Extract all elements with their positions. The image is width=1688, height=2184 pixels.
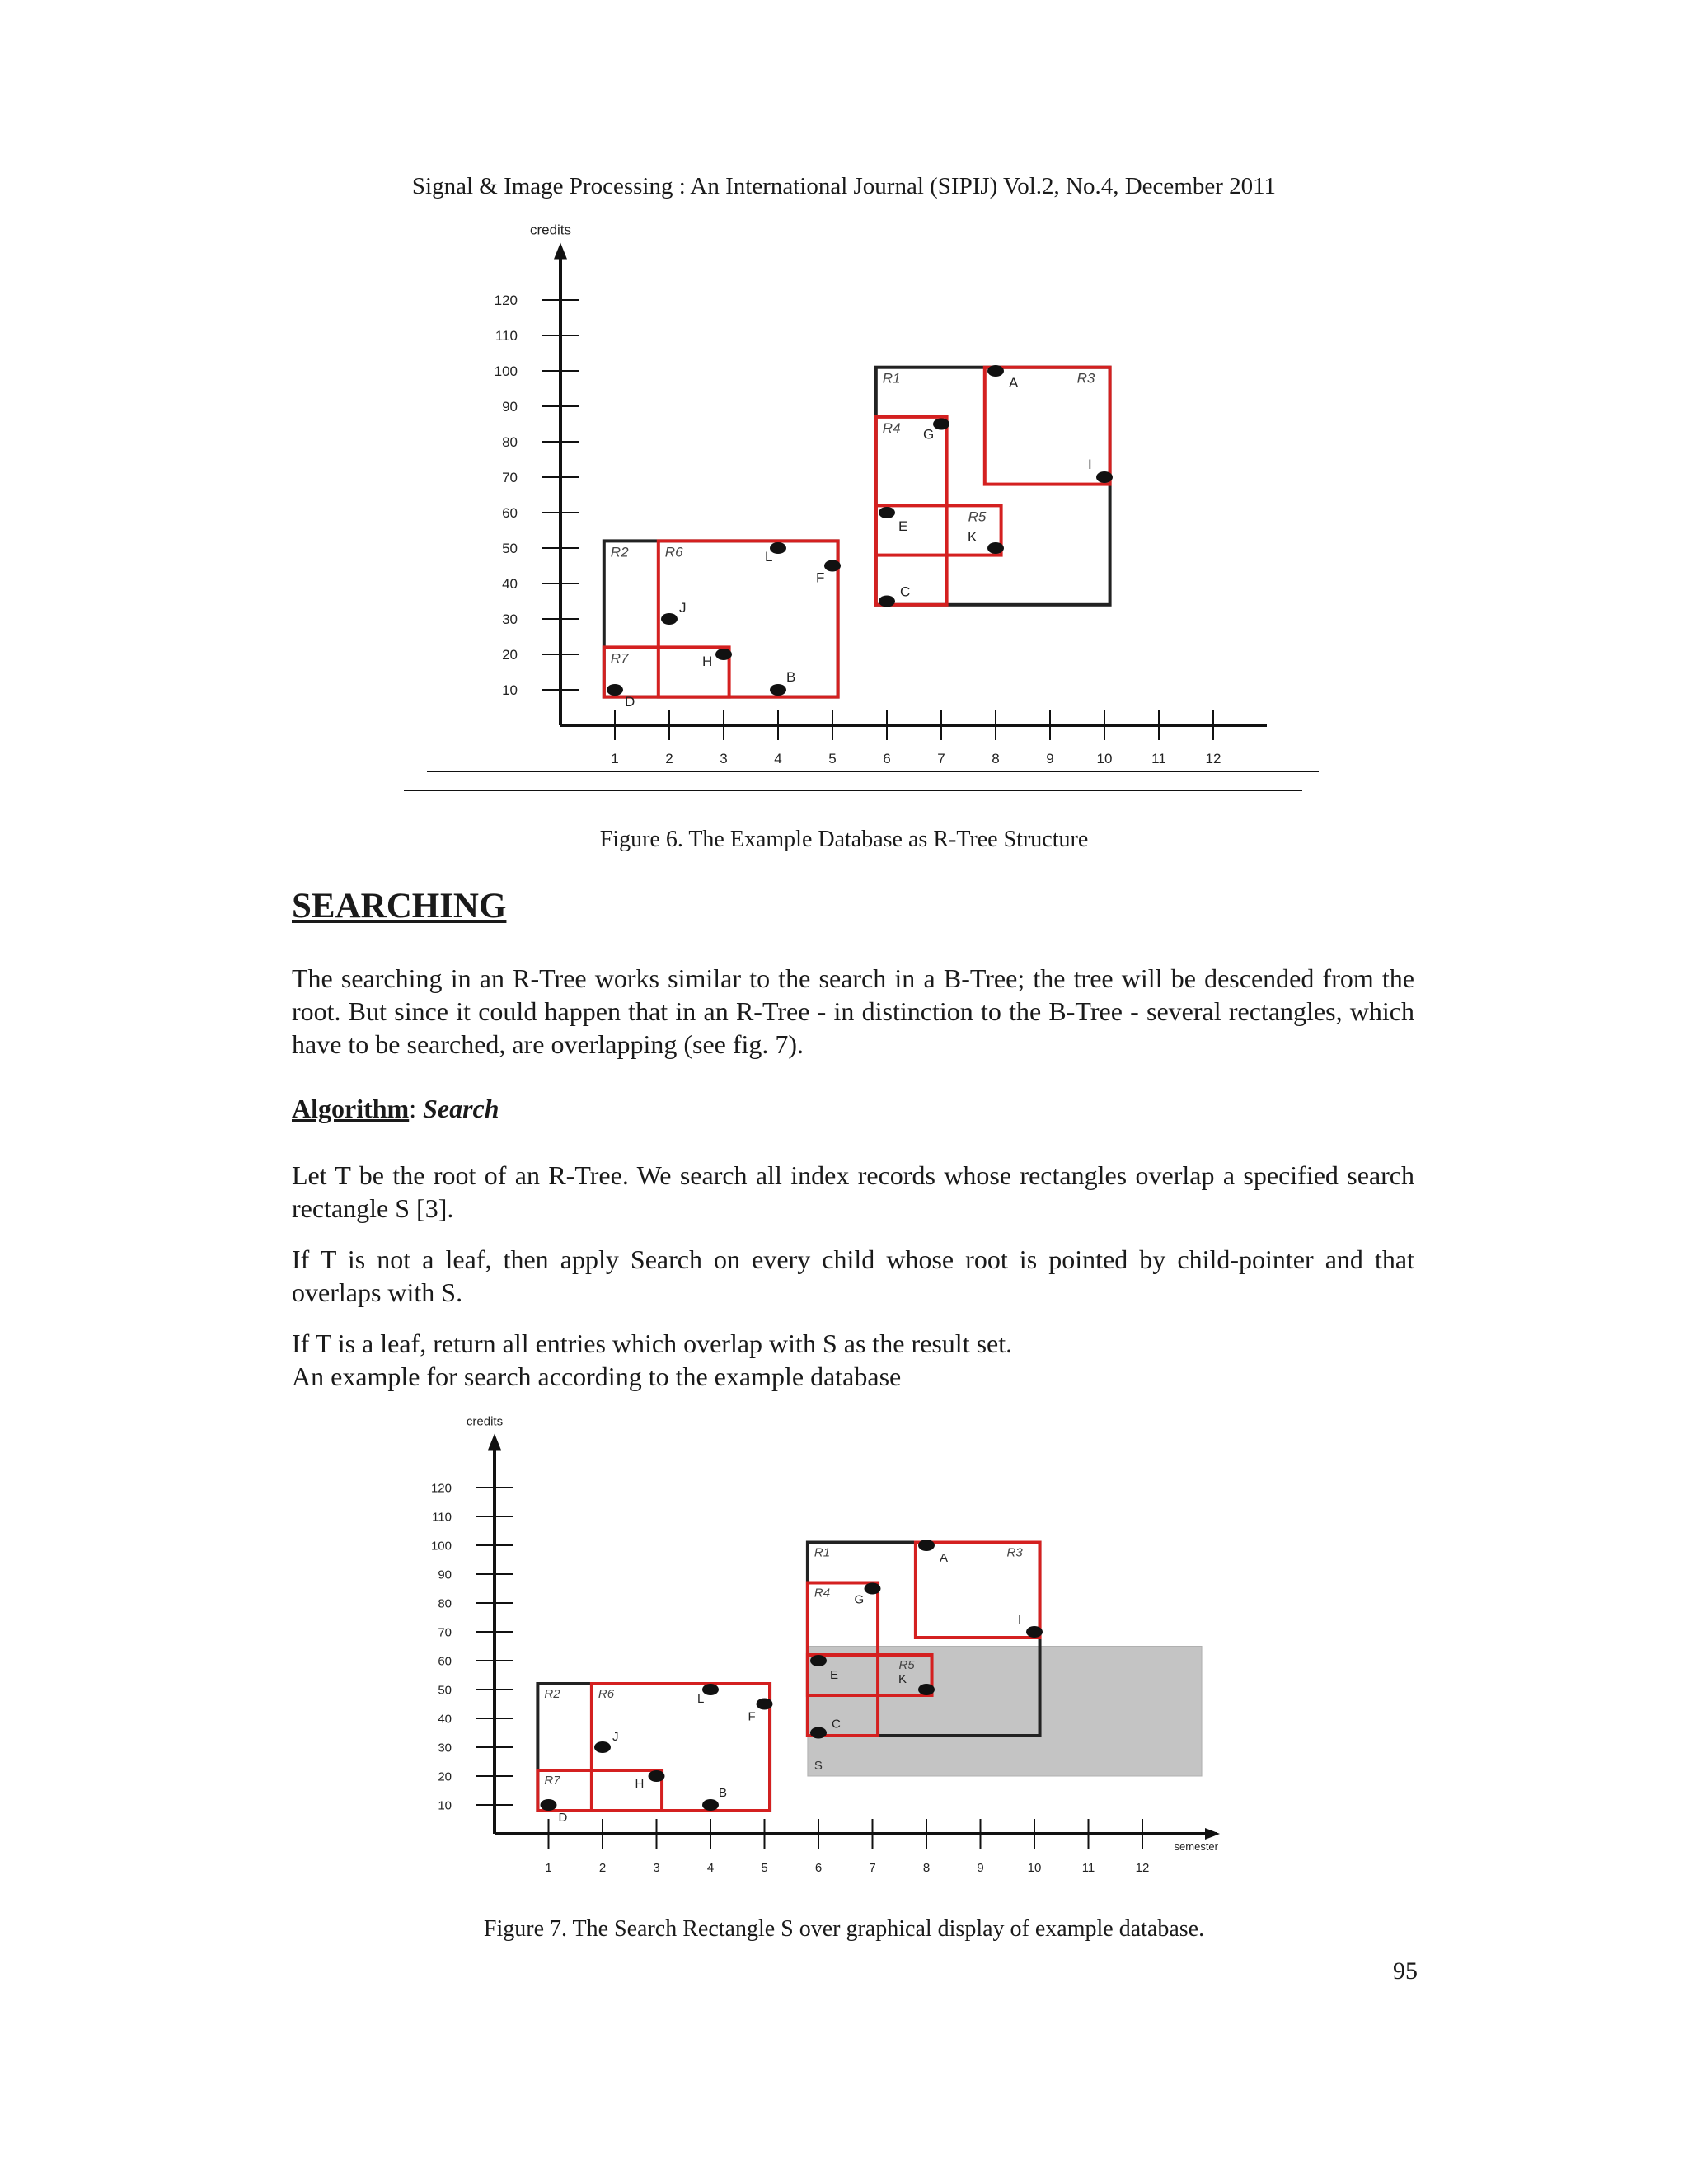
mbr-label-r3: R3 xyxy=(1006,1545,1023,1560)
data-point-label-a: A xyxy=(1009,375,1019,391)
x-tick-label: 2 xyxy=(665,751,673,766)
y-tick-label: 90 xyxy=(502,398,518,415)
data-point-label-f: F xyxy=(816,569,825,586)
mbr-label-r7: R7 xyxy=(544,1774,560,1788)
mbr-r1 xyxy=(876,368,1110,605)
x-tick-label: 11 xyxy=(1151,751,1166,766)
y-tick-label: 40 xyxy=(502,575,518,592)
x-tick-label: 7 xyxy=(869,1861,876,1875)
y-tick-label: 30 xyxy=(502,611,518,627)
data-point-g xyxy=(933,419,950,430)
data-point-d xyxy=(541,1799,557,1811)
x-tick-label: 10 xyxy=(1096,751,1113,766)
data-point-j xyxy=(594,1741,611,1753)
data-point-label-a: A xyxy=(940,1551,949,1565)
data-point-c xyxy=(879,596,895,607)
data-point-d xyxy=(607,684,623,696)
x-tick-label: 4 xyxy=(774,751,782,766)
x-tick-label: 6 xyxy=(883,751,891,766)
x-tick-label: 2 xyxy=(598,1861,607,1875)
figure-rule-bottom xyxy=(404,790,1302,791)
data-point-c xyxy=(810,1727,827,1739)
data-point-i xyxy=(1096,471,1113,483)
x-tick-label: 5 xyxy=(761,1861,768,1875)
section-heading: SEARCHING xyxy=(292,887,507,926)
mbr-label-r1: R1 xyxy=(882,370,901,387)
mbr-label-r3: R3 xyxy=(1076,370,1095,387)
mbr-r6 xyxy=(659,541,838,696)
figure-6-caption: Figure 6. The Example Database as R-Tree Structure xyxy=(599,827,1089,852)
data-point-e xyxy=(879,507,895,518)
data-point-label-l: L xyxy=(697,1692,705,1706)
example-line: An example for search according to the example database xyxy=(292,1361,902,1391)
algorithm-label: Algorithm xyxy=(292,1094,410,1123)
y-tick-label: 120 xyxy=(430,1481,452,1496)
intro-paragraph: The searching in an R-Tree works similar to the search in a B-Tree; the tree will be descended from the root. But since it could happen that in an R-Tree - in distinction to the B-Tree - several rectangles, which have to be searched, are overlapping (see fig. 7). xyxy=(292,963,1414,1059)
y-tick-label: 50 xyxy=(438,1683,452,1698)
y-tick-label: 100 xyxy=(430,1539,452,1554)
data-point-label-e: E xyxy=(898,518,908,534)
x-tick-label: 11 xyxy=(1081,1861,1095,1875)
data-point-a xyxy=(918,1540,935,1551)
x-tick-label: 1 xyxy=(611,751,619,766)
data-point-a xyxy=(987,365,1004,377)
x-tick-label: 12 xyxy=(1205,751,1221,766)
search-rectangle-s xyxy=(808,1647,1202,1777)
y-tick-label: 50 xyxy=(502,540,518,556)
x-tick-label: 3 xyxy=(653,1861,660,1875)
step-3-paragraph: If T is a leaf, return all entries which overlap with S as the result set. xyxy=(292,1329,1013,1358)
x-tick-label: 7 xyxy=(937,751,945,766)
data-point-label-d: D xyxy=(625,694,635,710)
data-point-h xyxy=(715,649,732,660)
y-tick-label: 70 xyxy=(502,469,518,485)
data-point-b xyxy=(770,684,786,696)
x-tick-label: 8 xyxy=(922,1861,931,1875)
y-axis-arrow xyxy=(488,1434,501,1451)
mbr-label-r4: R4 xyxy=(814,1586,831,1601)
x-tick-label: 9 xyxy=(977,1861,984,1875)
mbr-r2 xyxy=(604,541,838,696)
y-tick-label: 10 xyxy=(502,682,518,698)
y-tick-label: 60 xyxy=(438,1654,452,1669)
running-header: Signal & Image Processing : An International Journal (SIPIJ) Vol.2, No.4, December 2011 xyxy=(411,173,1277,199)
x-tick-label: 10 xyxy=(1027,1861,1042,1875)
mbr-label-r7: R7 xyxy=(610,650,629,667)
x-axis-title: semester xyxy=(1174,1840,1218,1853)
mbr-r6 xyxy=(592,1684,770,1811)
figure-6-chart xyxy=(462,222,1294,775)
data-point-label-f: F xyxy=(748,1709,756,1724)
data-point-label-b: B xyxy=(786,669,796,685)
step-2-paragraph: If T is not a leaf, then apply Search on every child whose root is pointed by child-pointer and that overlaps with S. xyxy=(292,1244,1414,1307)
mbr-label-r4: R4 xyxy=(882,419,901,436)
y-tick-label: 100 xyxy=(494,363,518,379)
algorithm-separator: : xyxy=(409,1094,417,1123)
figure-7 xyxy=(387,1414,1319,1883)
y-tick-label: 40 xyxy=(438,1712,452,1727)
mbr-label-r2: R2 xyxy=(544,1687,560,1701)
x-tick-label: 4 xyxy=(706,1861,715,1875)
data-point-j xyxy=(661,613,678,625)
figure-7-chart xyxy=(387,1414,1319,1879)
data-point-label-g: G xyxy=(854,1592,865,1607)
data-point-f xyxy=(757,1699,773,1710)
data-point-k xyxy=(987,542,1004,554)
mbr-label-r2: R2 xyxy=(610,544,629,560)
data-point-l xyxy=(702,1684,719,1695)
data-point-label-l: L xyxy=(765,549,773,565)
mbr-label-r5: R5 xyxy=(898,1658,915,1672)
data-point-label-c: C xyxy=(900,583,911,600)
figure-rule-top xyxy=(427,771,1319,772)
y-tick-label: 110 xyxy=(432,1510,452,1525)
x-tick-label: 9 xyxy=(1046,751,1054,766)
y-tick-label: 80 xyxy=(438,1596,452,1611)
x-tick-label: 12 xyxy=(1135,1861,1150,1875)
algorithm-title xyxy=(292,1094,499,1124)
data-point-g xyxy=(865,1583,881,1595)
y-tick-label: 70 xyxy=(438,1625,452,1640)
y-tick-label: 10 xyxy=(438,1798,452,1813)
y-tick-label: 60 xyxy=(502,504,518,521)
x-tick-label: 5 xyxy=(828,751,837,766)
algorithm-name: Search xyxy=(423,1094,499,1123)
data-point-k xyxy=(918,1684,935,1695)
y-axis-arrow xyxy=(554,243,567,260)
data-point-label-i: I xyxy=(1018,1613,1022,1627)
data-point-h xyxy=(649,1770,665,1782)
y-axis-title: credits xyxy=(466,1414,504,1429)
data-point-label-i: I xyxy=(1088,457,1092,472)
step-1-paragraph: Let T be the root of an R-Tree. We search all index records whose rectangles overlap a specified search rectangle S [3]. xyxy=(292,1160,1414,1223)
data-point-label-d: D xyxy=(558,1811,568,1825)
data-point-b xyxy=(702,1799,719,1811)
mbr-label-r6: R6 xyxy=(598,1687,615,1701)
data-point-label-j: J xyxy=(679,600,687,616)
data-point-i xyxy=(1026,1626,1043,1638)
data-point-label-h: H xyxy=(702,654,713,669)
mbr-label-r6: R6 xyxy=(664,544,683,560)
x-tick-label: 6 xyxy=(814,1861,823,1875)
figure-7-caption: Figure 7. The Search Rectangle S over graphical display of example database. xyxy=(483,1916,1205,1942)
y-tick-label: 90 xyxy=(438,1568,452,1582)
y-tick-label: 30 xyxy=(438,1741,452,1755)
data-point-label-k: K xyxy=(968,529,978,545)
data-point-label-c: C xyxy=(832,1717,841,1732)
y-tick-label: 20 xyxy=(502,646,518,663)
data-point-label-b: B xyxy=(719,1786,728,1800)
data-point-label-g: G xyxy=(923,426,935,443)
y-tick-label: 20 xyxy=(438,1769,452,1784)
data-point-label-j: J xyxy=(612,1730,619,1744)
data-point-e xyxy=(810,1655,827,1666)
y-axis-title: credits xyxy=(529,222,572,238)
mbr-label-r1: R1 xyxy=(814,1545,831,1560)
data-point-label-k: K xyxy=(898,1672,907,1686)
x-tick-label: 8 xyxy=(992,751,1000,766)
data-point-label-e: E xyxy=(830,1668,839,1682)
y-tick-label: 80 xyxy=(502,434,518,450)
mbr-r2 xyxy=(537,1684,770,1811)
data-point-f xyxy=(824,560,841,572)
search-rectangle-label: S xyxy=(814,1759,823,1773)
x-tick-label: 1 xyxy=(545,1861,552,1875)
data-point-label-h: H xyxy=(635,1777,645,1791)
x-tick-label: 3 xyxy=(720,751,728,766)
figure-6 xyxy=(462,222,1294,779)
page-number: 95 xyxy=(1393,1957,1418,1985)
x-axis-arrow xyxy=(1205,1828,1220,1840)
y-tick-label: 120 xyxy=(494,292,518,308)
mbr-label-r5: R5 xyxy=(968,509,987,525)
y-tick-label: 110 xyxy=(495,327,518,344)
